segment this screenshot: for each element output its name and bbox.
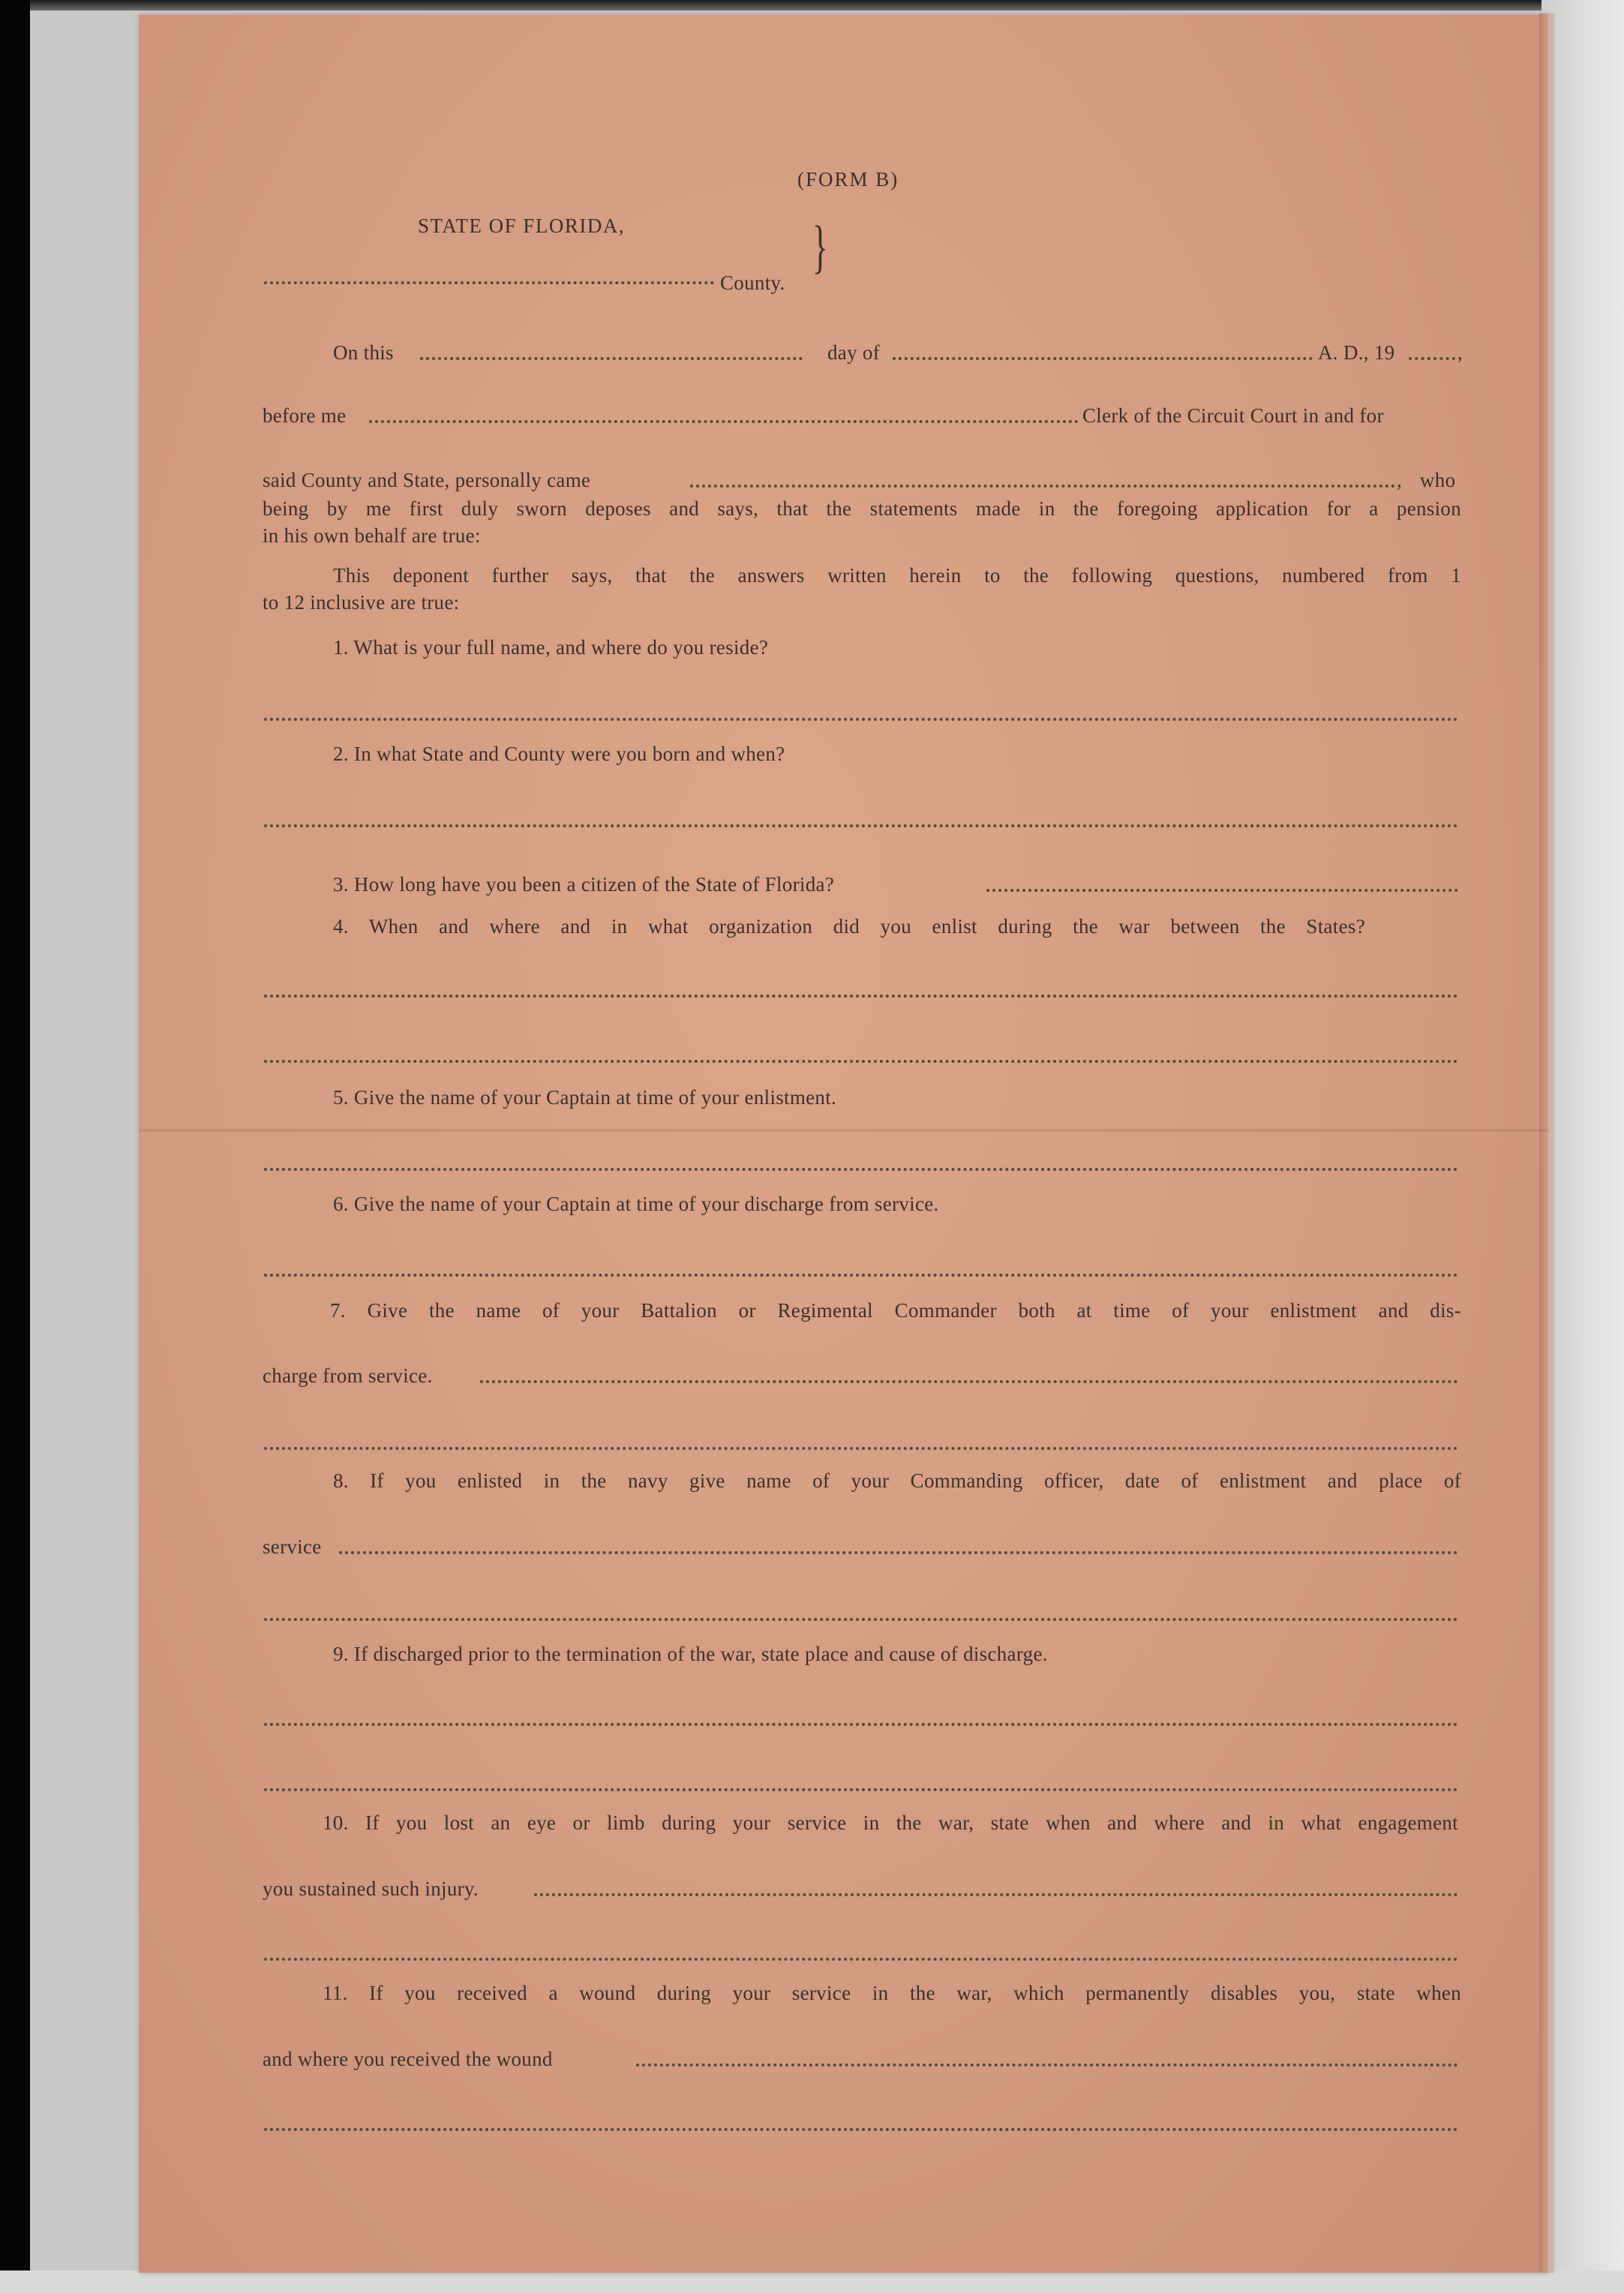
- answer-1-line[interactable]: [264, 718, 1458, 721]
- deponent-name-blank[interactable]: [690, 485, 1395, 488]
- year-blank[interactable]: [1409, 357, 1455, 360]
- form-id: (FORM B): [797, 168, 899, 191]
- answer-6-line[interactable]: [264, 1274, 1458, 1277]
- oath-prefix: On this: [333, 341, 394, 364]
- question-10-cont: you sustained such injury.: [263, 1877, 479, 1900]
- day-blank[interactable]: [420, 357, 803, 360]
- scan-left-border: [0, 0, 30, 2293]
- answer-11-line-1[interactable]: [636, 2063, 1458, 2066]
- clerk-name-blank[interactable]: [369, 420, 1079, 423]
- before-me-label: before me: [263, 404, 347, 427]
- question-9: 9. If discharged prior to the termination of the war, state place and cause of discharge.: [333, 1643, 1048, 1665]
- paper-fold: [139, 1129, 1549, 1132]
- sheet-edge-stack: [1548, 14, 1554, 2273]
- question-5: 5. Give the name of your Captain at time of your enlistment.: [333, 1086, 837, 1109]
- county-label: County.: [720, 272, 785, 294]
- question-10: 10. If you lost an eye or limb during your service in the war, state when and where and in what engagement: [323, 1811, 1458, 1834]
- question-1: 1. What is your full name, and where do you reside?: [333, 636, 769, 659]
- answer-7-line-2[interactable]: [264, 1447, 1458, 1450]
- who-comma: ,: [1397, 469, 1403, 491]
- scan-bottom-margin: [0, 2270, 1624, 2293]
- question-7: 7. Give the name of your Battalion or Regimental Commander both at time of your enlistment and dis-: [330, 1299, 1461, 1322]
- answer-9-line-2[interactable]: [264, 1788, 1458, 1791]
- answer-9-line-1[interactable]: [264, 1723, 1458, 1726]
- answer-4-line-1[interactable]: [264, 995, 1458, 998]
- county-blank[interactable]: [264, 281, 714, 284]
- sworn-statement-cont: in his own behalf are true:: [263, 524, 481, 547]
- state-label: STATE OF FLORIDA,: [418, 215, 626, 237]
- question-11-cont: and where you received the wound: [263, 2048, 553, 2070]
- scan-top-border: [0, 0, 1624, 11]
- answer-10-line-2[interactable]: [264, 1958, 1458, 1961]
- question-2: 2. In what State and County were you born and when?: [333, 743, 785, 765]
- question-6: 6. Give the name of your Captain at time of your discharge from service.: [333, 1193, 939, 1215]
- further-statement: This deponent further says, that the answers written herein to the following questions, numbered from 1: [333, 564, 1461, 587]
- question-8: 8. If you enlisted in the navy give name of your Commanding officer, date of enlistment and place of: [333, 1469, 1461, 1492]
- answer-5-line[interactable]: [264, 1168, 1458, 1171]
- question-3: 3. How long have you been a citizen of the State of Florida?: [333, 873, 835, 896]
- oath-day-of: day of: [827, 341, 881, 364]
- oath-year: A. D., 19: [1318, 341, 1395, 364]
- answer-2-line[interactable]: [264, 824, 1458, 827]
- personally-came-label: said County and State, personally came: [263, 469, 591, 491]
- question-8-cont: service: [263, 1535, 322, 1558]
- answer-10-line-1[interactable]: [534, 1893, 1458, 1896]
- who-label: who: [1420, 469, 1456, 491]
- venue-brace: }: [812, 214, 828, 279]
- question-7-cont: charge from service.: [263, 1364, 433, 1387]
- answer-7-line-1[interactable]: [480, 1380, 1458, 1383]
- oath-year-end: ,: [1457, 341, 1463, 364]
- sworn-statement: being by me first duly sworn deposes and says, that the statements made in the foregoing application for a pension: [263, 497, 1461, 520]
- month-blank[interactable]: [893, 357, 1313, 360]
- question-11: 11. If you received a wound during your service in the war, which permanently disables you, state when: [323, 1982, 1461, 2004]
- answer-8-line-2[interactable]: [264, 1618, 1458, 1621]
- question-4: 4. When and where and in what organization did you enlist during the war between the States?: [333, 915, 1365, 938]
- answer-3-line[interactable]: [986, 889, 1458, 892]
- clerk-label: Clerk of the Circuit Court in and for: [1082, 404, 1384, 427]
- further-statement-cont: to 12 inclusive are true:: [263, 591, 460, 614]
- answer-11-line-2[interactable]: [264, 2128, 1458, 2131]
- answer-8-line-1[interactable]: [339, 1551, 1458, 1554]
- answer-4-line-2[interactable]: [264, 1060, 1458, 1063]
